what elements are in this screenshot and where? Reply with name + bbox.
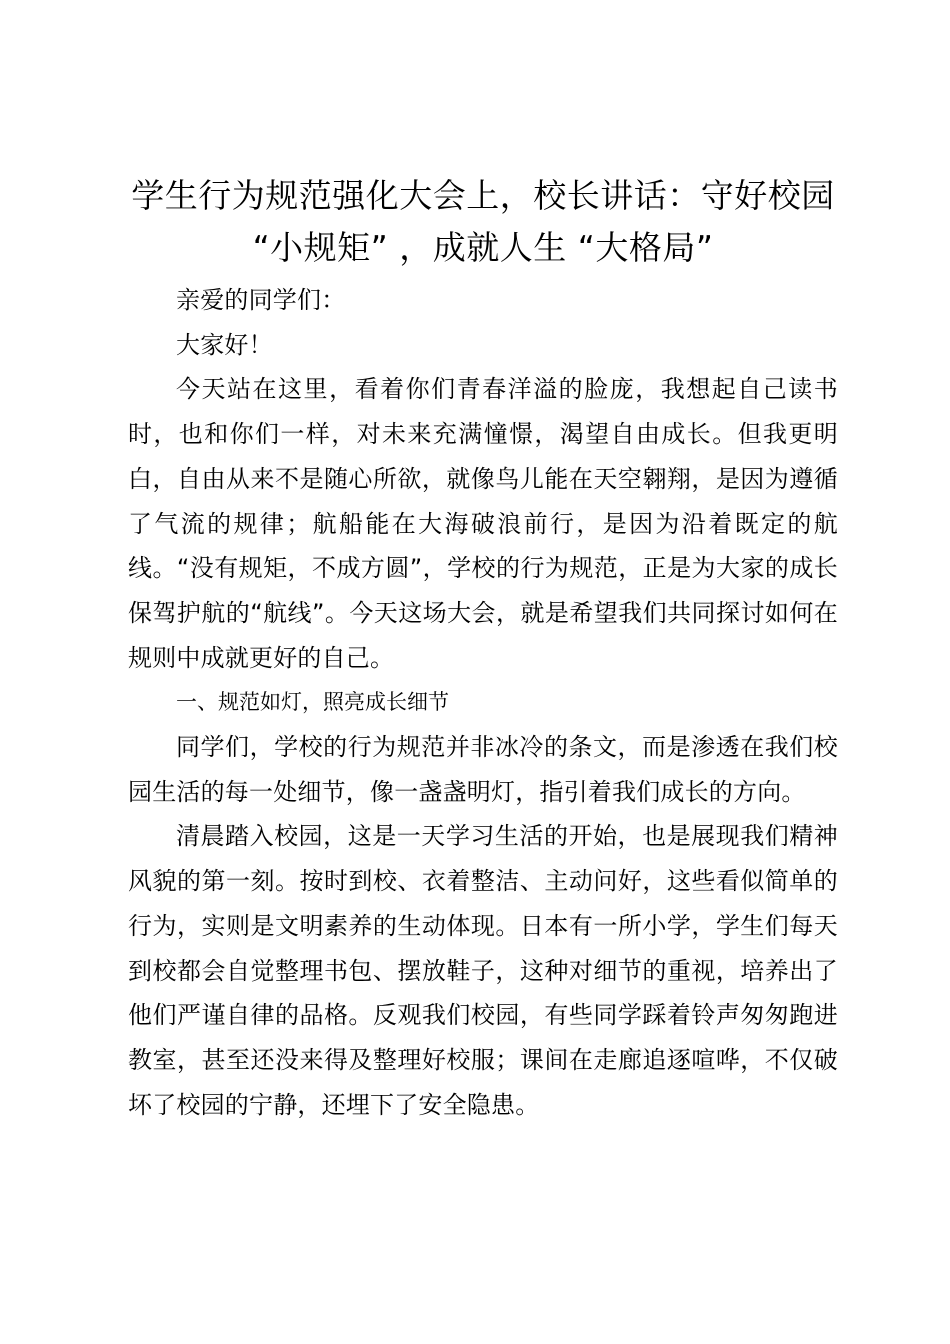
section-paragraph-1: 同学们，学校的行为规范并非冰冷的条文，而是渗透在我们校园生活的每一处细节，像一盏盏明灯，指引着我们成长的方向。	[128, 733, 838, 806]
greeting: 亲爱的同学们：	[176, 286, 346, 314]
document-body	[128, 278, 838, 1127]
section-paragraph-2: 清晨踏入校园，这是一天学习生活的开始，也是展现我们精神风貌的第一刻。按时到校、衣着整洁、主动问好，这些看似简单的行为，实则是文明素养的生动体现。日本有一所小学，学生们每天到校都会自觉整理书包、摆放鞋子，这种对细节的重视，培养出了他们严谨自律的品格。反观我们校园，有些同学踩着铃声匆匆跑进教室，甚至还没来得及整理好校服；课间在走廊追逐喧哗，不仅破坏了校园的宁静，还埋下了安全隐患。	[128, 822, 838, 1119]
section-heading: 一、规范如灯，照亮成长细节	[176, 690, 449, 715]
salutation: 大家好！	[176, 330, 273, 359]
intro-paragraph: 今天站在这里，看着你们青春洋溢的脸庞，我想起自己读书时，也和你们一样，对未来充满憧憬，渴望自由成长。但我更明白，自由从来不是随心所欲，就像鸟儿能在天空翱翔，是因为遵循了气流的规律；航船能在大海破浪前行，是因为沿着既定的航线。“没有规矩，不成方圆”，学校的行为规范，正是为大家的成长保驾护航的“航线”。今天这场大会，就是希望我们共同探讨如何在规则中成就更好的自己。	[128, 375, 838, 672]
document-title: 学生行为规范强化大会上，校长讲话：守好校园 “小规矩” ，成就人生 “大格局”	[131, 176, 835, 267]
